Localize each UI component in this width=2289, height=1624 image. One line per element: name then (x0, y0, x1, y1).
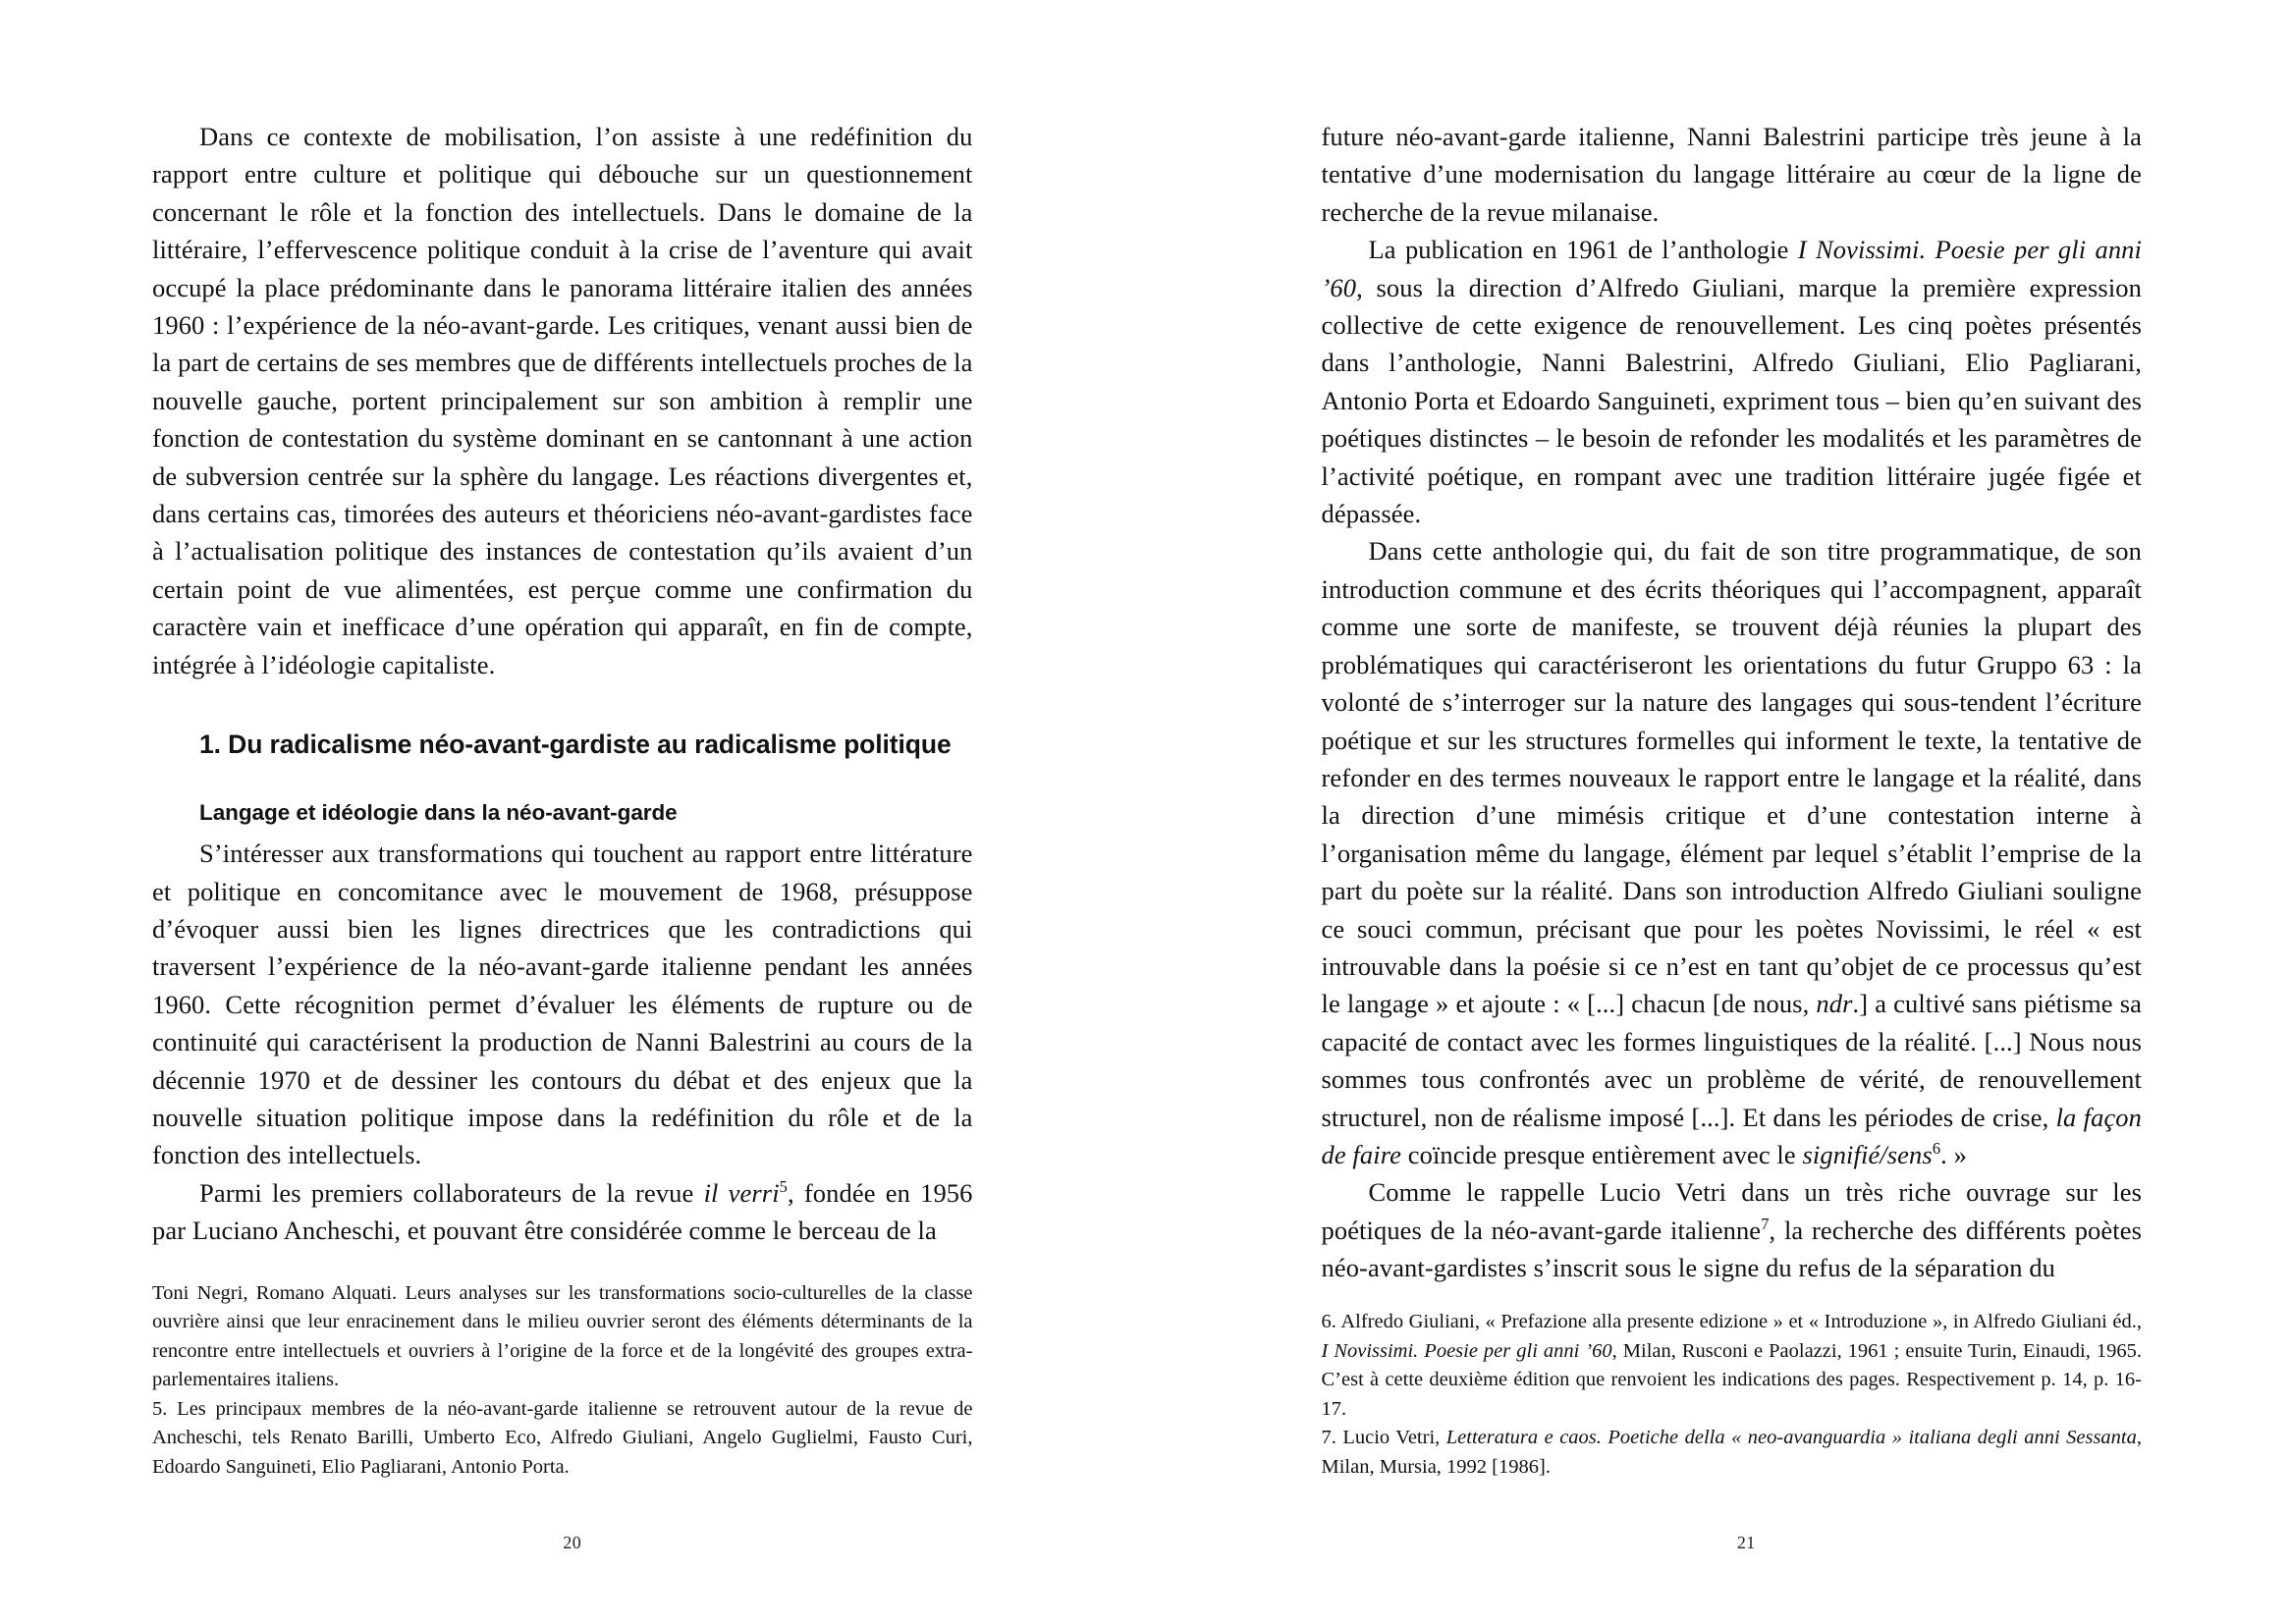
footnote-continuation: Toni Negri, Romano Alquati. Leurs analyses sur les transformations socio-culturelles de la classe ouvrière ainsi que leur enracinement dans le milieu ouvrier seront des éléments déterminants de la rencontre entre intellectuels et ouvriers à l’origine de la force et de la longévité des groupes extra-parlementaires italiens. (152, 1281, 973, 1390)
footnote-7: 7. Lucio Vetri, Letteratura e caos. Poetiche della « neo-avanguardia » italiana degli anni Sessanta, Milan, Mursia, 1992 [1986]. (1321, 1427, 2142, 1478)
paragraph-il-verri: Parmi les premiers collaborateurs de la revue il verri$^5$, fondée en 1956 par Luciano Ancheschi, et pouvant être considérée comme le berceau de la (152, 1176, 973, 1246)
paragraph-vetri: Comme le rappelle Lucio Vetri dans un très riche ouvrage sur les poétiques de la néo-avant-garde italienne$^7$, la recherche des différents poètes néo-avant-gardistes s’inscrit sous le signe du refus de la séparation du (1321, 1177, 2143, 1283)
page-right (1145, 0, 2289, 1624)
left-text-column (152, 118, 973, 1246)
footnote-6: 6. Alfredo Giuliani, « Prefazione alla presente edizione » et « Introduzione », in Alfredo Giuliani éd., I Novissimi. Poesie per gli anni ’60, Milan, Rusconi e Paolazzi, 1961 ; ensuite Turin, Einaudi, 1965. C’est à cette deuxième édition que renvoient les indications des pages. Respectivement p. 14, p. 16-17. (1321, 1311, 2142, 1420)
paragraph-novissimi: La publication en 1961 de l’anthologie I Novissimi. Poesie per gli anni ’60, sous la direction d’Alfredo Giuliani, marque la première expression collective de cette exigence de renouvellement. Les cinq poètes présentés dans l’anthologie, Nanni Balestrini, Alfredo Giuliani, Elio Pagliarani, Antonio Porta et Edoardo Sanguineti, expriment tous – bien qu’en suivant des poétiques distinctes – le besoin de refonder les modalités et les paramètres de l’activité poétique, en rompant avec une tradition littéraire jugée figée et dépassée. (1321, 235, 2142, 529)
footnotes-left (152, 1279, 973, 1483)
footnote-5: 5. Les principaux membres de la néo-avant-garde italienne se retrouvent autour de la revue de Ancheschi, tels Renato Barilli, Umberto Eco, Alfredo Giuliani, Angelo Guglielmi, Fausto Curi, Edoardo Sanguineti, Elio Pagliarani, Antonio Porta. (152, 1397, 973, 1478)
paragraph-transformations: S’intéresser aux transformations qui touchent au rapport entre littérature et politique en concomitance avec le mouvement de 1968, présuppose d’évoquer aussi bien les lignes directrices que les contradictions qui traversent l’expérience de la néo-avant-garde italienne pendant les années 1960. Cette récognition permet d’évaluer les éléments de rupture ou de continuité qui caractérisent la production de Nanni Balestrini au cours de la décennie 1970 et de dessiner les contours du débat et des enjeux que la nouvelle situation politique impose dans la redéfinition du rôle et de la fonction des intellectuels. (152, 839, 973, 1170)
page-number-left: 20 (563, 1533, 582, 1552)
page-number-right: 21 (1736, 1533, 1756, 1552)
section-heading-1: 1. Du radicalisme néo-avant-gardiste au radicalisme politique (199, 730, 952, 760)
paragraph-balestrini-continued: future néo-avant-garde italienne, Nanni Balestrini participe très jeune à la tentative d’une modernisation du langage littéraire au cœur de la ligne de recherche de la revue milanaise. (1321, 122, 2142, 227)
paragraph-mobilisation: Dans ce contexte de mobilisation, l’on assiste à une redéfinition du rapport entre culture et politique qui débouche sur un questionnement concernant le rôle et la fonction des intellectuels. Dans le domaine de la littéraire, l’effervescence politique conduit à la crise de l’aventure qui avait occupé la place prédominante dans le panorama littéraire italien des années 1960 : l’expérience de la néo-avant-garde. Les critiques, venant aussi bien de la part de certains de ses membres que de différents intellectuels proches de la nouvelle gauche, portent principalement sur son ambition à remplir une fonction de contestation du système dominant en se cantonnant à une action de subversion centrée sur la sphère du langage. Les réactions divergentes et, dans certains cas, timorées des auteurs et théoriciens néo-avant-gardistes face à l’actualisation politique des instances de contestation qu’ils avaient d’un certain point de vue alimentées, est perçue comme une confirmation du caractère vain et inefficace d’une opération qui apparaît, en fin de compte, intégrée à l’idéologie capitaliste. (152, 122, 973, 679)
paragraph-manifeste: Dans cette anthologie qui, du fait de son titre programmatique, de son introduction commune et des écrits théoriques qui l’accompagnent, apparaît comme une sorte de manifeste, se trouvent déjà réunies la plupart des problématiques qui caractériseront les orientations du futur Gruppo 63 : la volonté de s’interroger sur la nature des langages qui sous-tendent l’écriture poétique et sur les structures formelles qui informent le texte, la tentative de refonder en des termes nouveaux le rapport entre le langage et la réalité, dans la direction d’une mimésis critique et d’une contestation interne à l’organisation même du langage, élément par lequel s’établit l’emprise de la part du poète sur la réalité. Dans son introduction Alfredo Giuliani souligne ce souci commun, précisant que pour les poètes Novissimi, le réel « est introuvable dans la poésie si ce n’est en tant qu’objet de ce processus qu’est le langage » et ajoute : « [...] chacun [de nous, ndr.] a cultivé sans piétisme sa capacité de contact avec les formes linguistiques de la réalité. [...] Nous nous sommes tous confrontés avec un problème de vérité, de renouvellement structurel, non de réalisme imposé [...]. Et dans les périodes de crise, la façon de faire coïncide presque entièrement avec le signifié/sens$^6$. » (1321, 536, 2143, 1169)
subsection-heading-langage: Langage et idéologie dans la néo-avant-garde (199, 800, 678, 826)
right-text-column (1321, 118, 2143, 1283)
footnotes-right (1322, 1308, 2143, 1482)
